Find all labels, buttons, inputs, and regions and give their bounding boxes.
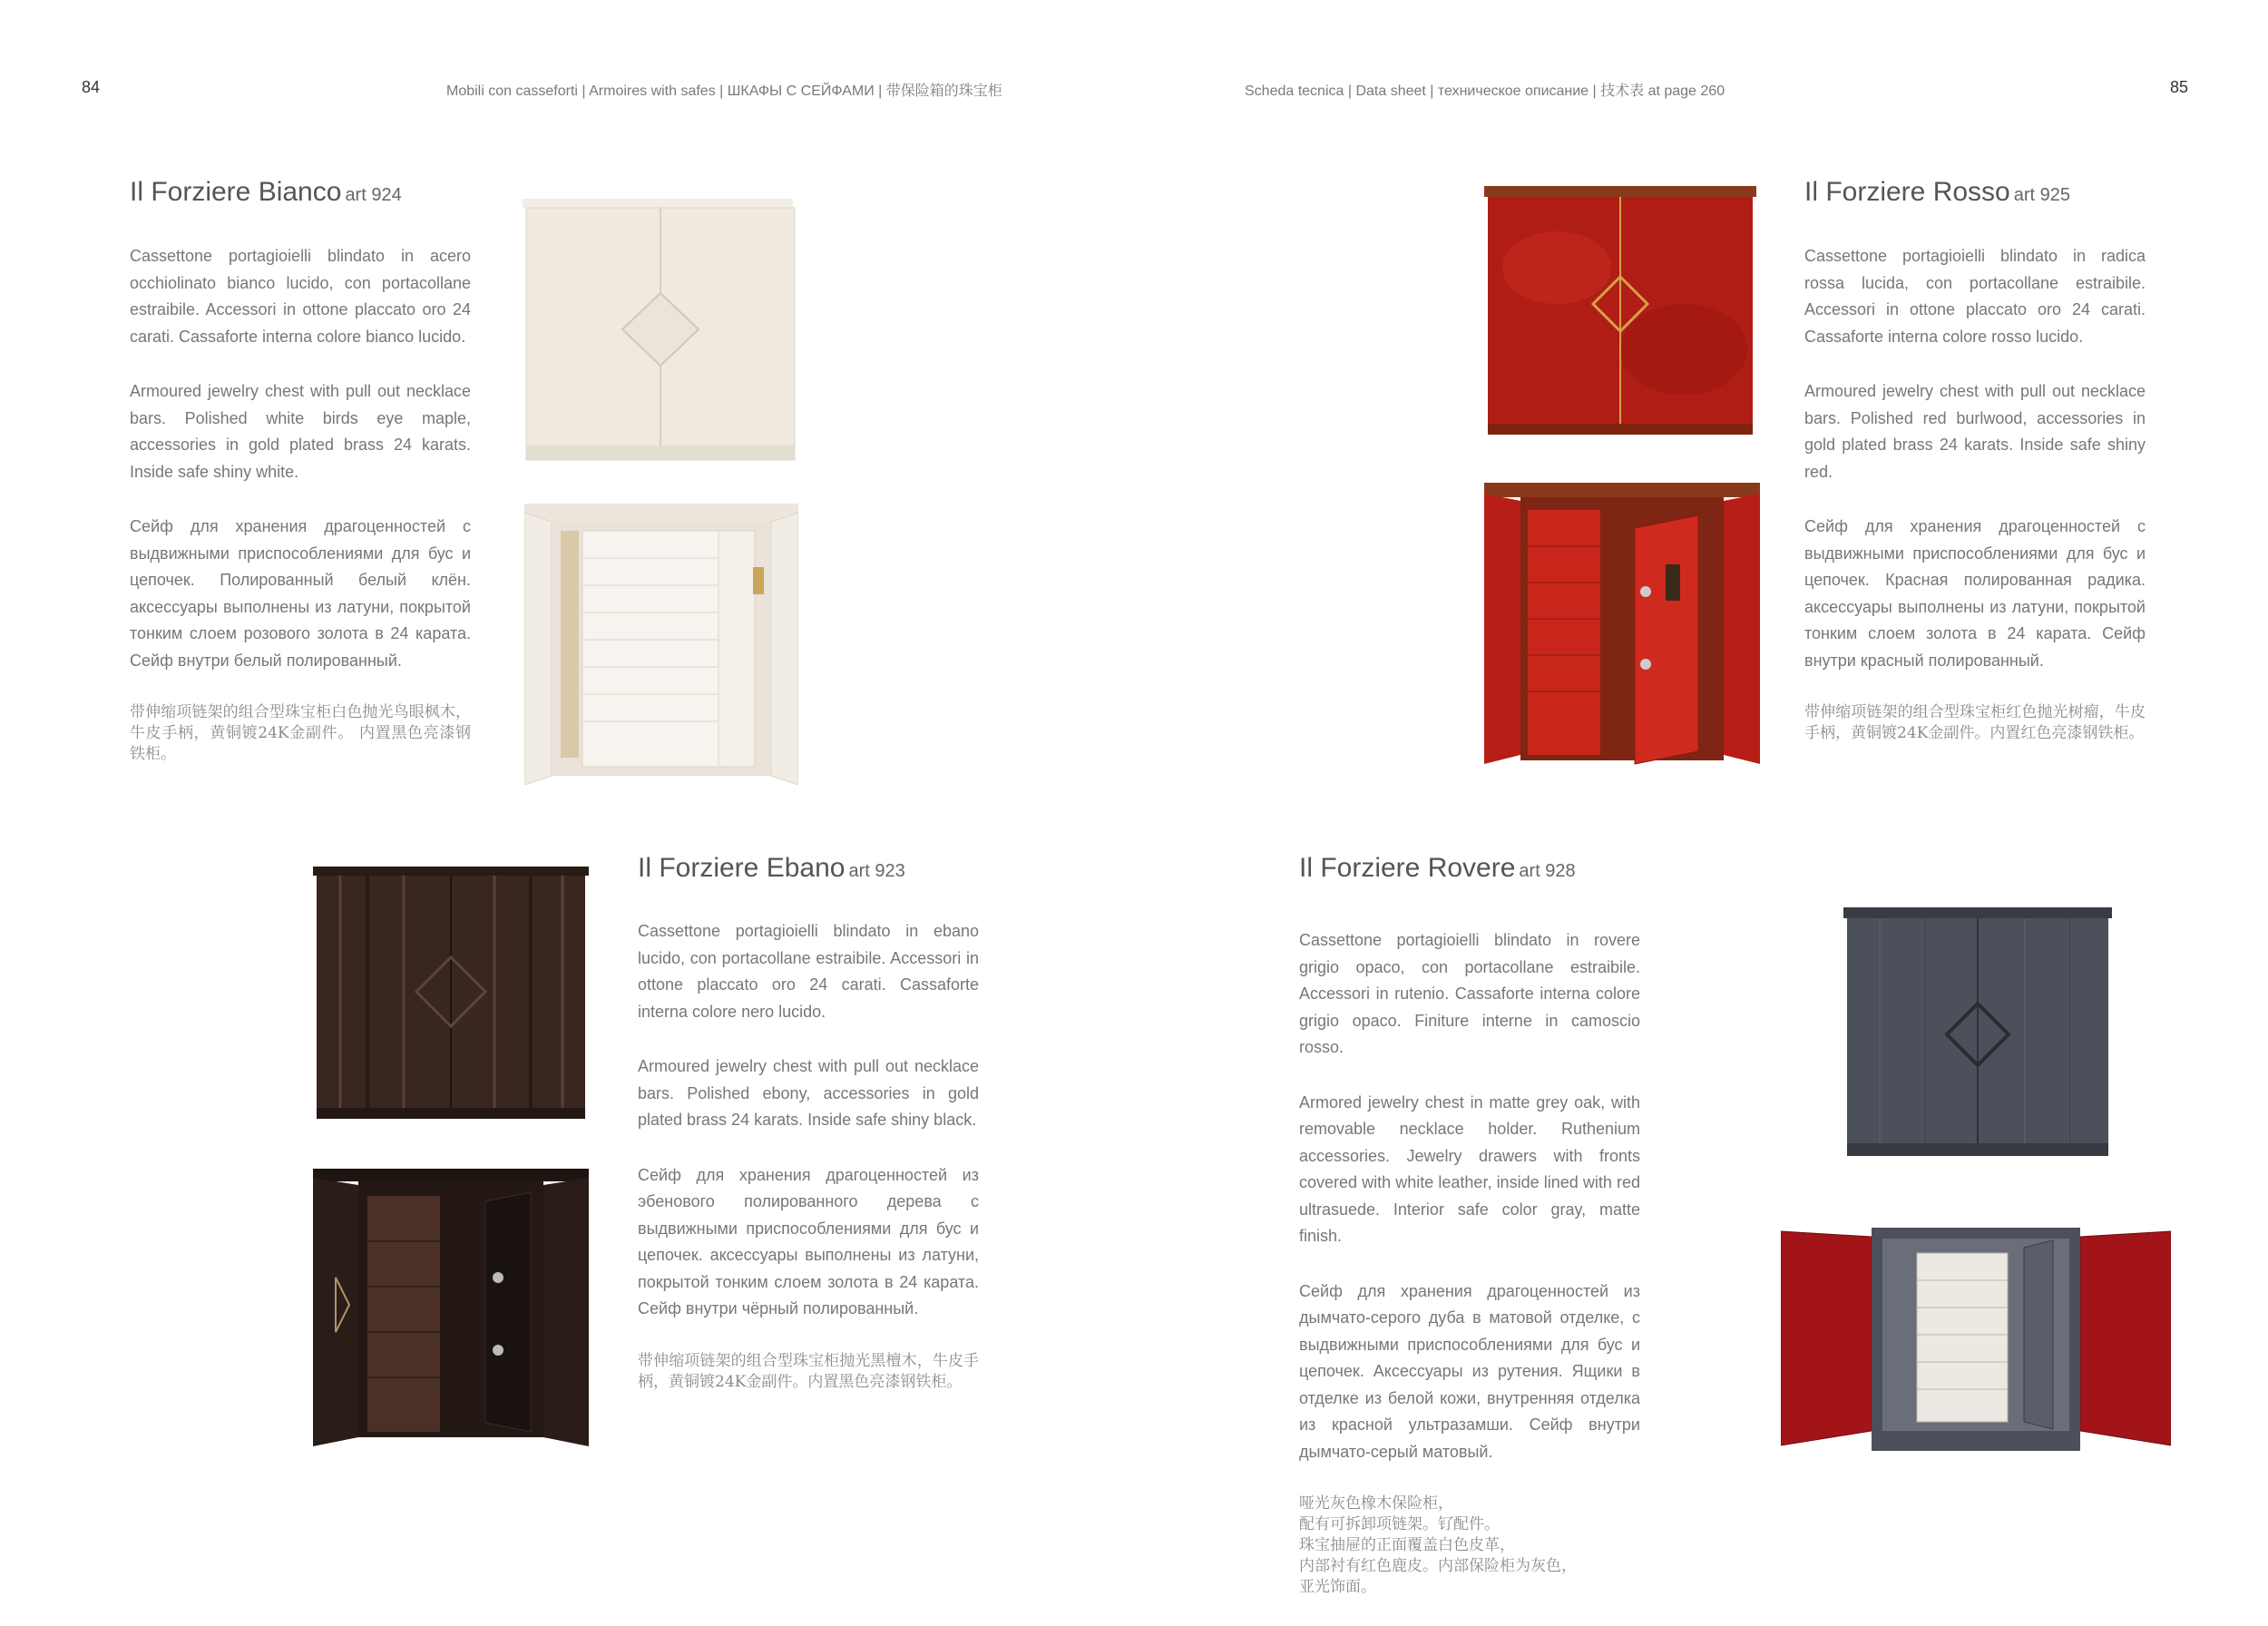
rovere-cn-line-5: 亚光饰面。 xyxy=(1299,1578,1376,1596)
rovere-text-cn xyxy=(1299,1494,1640,1598)
ebano-text-it: Cassettone portagioielli blindato in ebano lucido, con portacollane estraibile. Accessori in ottone placcato oro 24 carati. Cassaforte interna colore nero lucido. xyxy=(638,922,979,1021)
ebano-text-cn: 带伸缩项链架的组合型珠宝柜抛光黑檀木，牛皮手柄，黄铜镀24K金副件。内置黑色亮漆钢铁柜。 xyxy=(638,1351,979,1391)
rosso-text-ru: Сейф для хранения драгоценностей с выдвижными приспособлениями для бус и цепочек. Красная полированная радика. аксессуары выполнены из латуни, покрытой тонким слоем золота в 24 карата. Сейф внутри красный полированный. xyxy=(1804,517,2146,670)
rovere-art: art 928 xyxy=(1519,861,1576,881)
rovere-cn-line-4: 内部衬有红色鹿皮。内部保险柜为灰色， xyxy=(1299,1557,1577,1575)
bianco-text-ru: Сейф для хранения драгоценностей с выдвижными приспособлениями для бус и цепочек. Полированный белый клён. аксессуары выполнены из латуни, покрытой тонким слоем розового золота в 24 карата. Сейф внутри белый полированный. xyxy=(130,517,471,670)
ebano-text-ru: Сейф для хранения драгоценностей из эбенового полированного дерева с выдвижными приспособлениями для бус и цепочек. аксессуары выполнены из латуни, покрытой тонким слоем золота в 24 карата. Сейф внутри чёрный полированный. xyxy=(638,1165,979,1317)
right-running-title: Scheda tecnica | Data sheet | техническое описание | 技术表 at page 260 xyxy=(1245,83,1725,99)
rovere-text-ru: Сейф для хранения драгоценностей из дымчато-серого дуба в матовой отделке, с выдвижными приспособлениями для бус и цепочек. Аксессуары из рутения. Ящики в отделке из белой кожи, внутренняя отделка из красной ультразамши. Сейф внутри дымчато-серый матовый. xyxy=(1299,1281,1640,1461)
bianco-text-it: Cassettone portagioielli blindato in acero occhiolinato bianco lucido, con portacollane estraibile. Accessori in ottone placcato oro 24 carati. Cassaforte interna colore bianco lucido. xyxy=(130,247,471,346)
bianco-description xyxy=(130,243,471,793)
bianco-text-cn: 带伸缩项链架的组合型珠宝柜白色抛光鸟眼枫木，牛皮手柄，黄铜镀24K金副件。 内置黑色亮漆钢铁柜。 xyxy=(130,703,471,763)
rosso-closed-photo xyxy=(1484,186,1756,440)
rovere-text-it: Cassettone portagioielli blindato in rovere grigio opaco, con portacollane estraibile. Accessori in rutenio. Cassaforte interna colore grigio opaco. Finiture interne in camoscio rosso. xyxy=(1299,931,1640,1056)
ebano-text-en: Armoured jewelry chest with pull out necklace bars. Polished ebony, accessories in gold plated brass 24 karats. Inside safe shiny black. xyxy=(638,1057,979,1129)
ebano-art: art 923 xyxy=(848,861,905,881)
rovere-title xyxy=(1299,853,1576,884)
bianco-closed-photo xyxy=(521,195,798,465)
rosso-art: art 925 xyxy=(2013,185,2070,205)
right-page-number: 85 xyxy=(2170,78,2189,96)
rovere-cn-line-1: 哑光灰色橡木保险柜， xyxy=(1299,1494,1453,1513)
left-running-title: Mobili con casseforti | Armoires with safes | ШКАФЫ С СЕЙФАМИ | 带保险箱的珠宝柜 xyxy=(446,83,1002,99)
bianco-name: Il Forziere Bianco xyxy=(130,177,342,207)
rosso-name: Il Forziere Rosso xyxy=(1804,177,2010,207)
rovere-cn-line-3: 珠宝抽屉的正面覆盖白色皮革， xyxy=(1299,1536,1515,1554)
bianco-art: art 924 xyxy=(345,185,402,205)
rosso-open-photo xyxy=(1484,483,1760,778)
rovere-description xyxy=(1299,927,1640,1626)
bianco-text-en: Armoured jewelry chest with pull out necklace bars. Polished white birds eye maple, accessories in gold plated brass 24 karats. Inside safe shiny white. xyxy=(130,382,471,481)
ebano-description xyxy=(638,918,979,1421)
rosso-text-en: Armoured jewelry chest with pull out necklace bars. Polished red burlwood, accessories in gold plated brass 24 karats. Inside safe shiny red. xyxy=(1804,382,2146,481)
ebano-open-photo xyxy=(313,1169,589,1446)
bianco-title xyxy=(130,177,402,208)
ebano-title xyxy=(638,853,905,884)
rovere-cn-line-2: 配有可拆卸项链架。钌配件。 xyxy=(1299,1515,1500,1533)
left-page-number: 84 xyxy=(82,78,101,96)
rovere-closed-photo xyxy=(1843,907,2112,1167)
ebano-closed-photo xyxy=(313,867,589,1124)
rovere-name: Il Forziere Rovere xyxy=(1299,853,1516,883)
rovere-text-en: Armored jewelry chest in matte grey oak, with removable necklace holder. Ruthenium accessories. Jewelry drawers with fronts covered with white leather, inside lined with red ultrasuede. Interior safe color gray, matte finish. xyxy=(1299,1092,1640,1245)
rovere-open-photo xyxy=(1781,1220,2171,1458)
ebano-name: Il Forziere Ebano xyxy=(638,853,846,883)
rosso-text-cn: 带伸缩项链架的组合型珠宝柜红色抛光树瘤，牛皮手柄，黄铜镀24K金副件。内置红色亮漆钢铁柜。 xyxy=(1804,703,2146,742)
rosso-description xyxy=(1804,243,2146,772)
rosso-text-it: Cassettone portagioielli blindato in radica rossa lucida, con portacollane estraibile. Accessori in ottone placcato oro 24 carati. Cassaforte interna colore rosso lucido. xyxy=(1804,247,2146,346)
rosso-title xyxy=(1804,177,2070,208)
bianco-open-photo xyxy=(524,504,798,785)
